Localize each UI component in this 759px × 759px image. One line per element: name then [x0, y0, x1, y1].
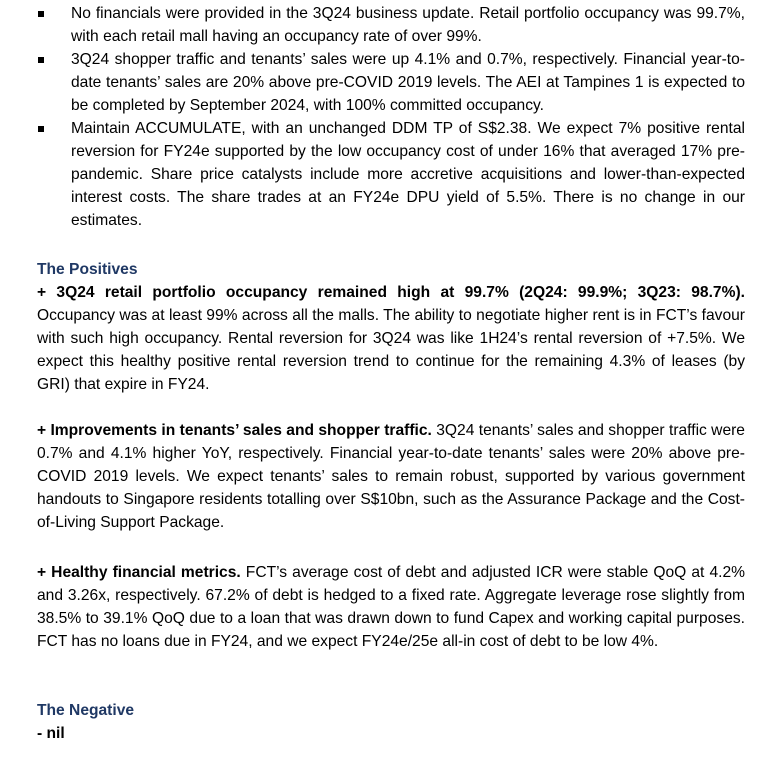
negative-section: [37, 699, 745, 745]
negative-item: - nil: [37, 725, 65, 742]
positives-section-continued-2: [37, 561, 745, 653]
negative-heading: The Negative: [37, 702, 135, 719]
summary-bullet: [0, 48, 759, 117]
summary-bullet: [0, 117, 759, 232]
positive-paragraph: [37, 419, 745, 534]
bullet-text: Maintain ACCUMULATE, with an unchanged DDM TP of S$2.38. We expect 7% positive rental reversion for FY24e supported by the low occupancy cost of under 16% that averaged 17% pre-pandemic. Share price catalysts include more accretive acquisitions and lower-than-expected interest costs. The share trades at an FY24e DPU yield of 5.5%. There is no change in our estimates.: [71, 120, 745, 229]
summary-bullet-list: [0, 2, 759, 232]
paragraph-lead: + Healthy financial metrics.: [37, 564, 241, 581]
paragraph-body: 3Q24 tenants’ sales and shopper traffic were 0.7% and 4.1% higher YoY, respectively. Financial year-to-date tenants’ sales were 20% above pre-COVID 2019 levels. We expect tenants’ sales to remain robust, supported by various government handouts to Singapore residents totalling over S$10bn, such as the Assurance Package and the Cost-of-Living Support Package.: [37, 422, 745, 531]
square-bullet-icon: [38, 126, 44, 132]
bullet-text: 3Q24 shopper traffic and tenants’ sales were up 4.1% and 0.7%, respectively. Financial year-to-date tenants’ sales are 20% above pre-COVID 2019 levels. The AEI at Tampines 1 is expected to be completed by September 2024, with 100% committed occupancy.: [71, 51, 745, 114]
paragraph-body: Occupancy was at least 99% across all the malls. The ability to negotiate higher rent is in FCT’s favour with such high occupancy. Rental reversion for 3Q24 was like 1H24’s rental reversion of +7.5%. We expect this healthy positive rental reversion trend to continue for the remaining 4.3% of leases (by GRI) that expire in FY24.: [37, 307, 745, 393]
positives-section-continued: [37, 419, 745, 534]
paragraph-body: FCT’s average cost of debt and adjusted ICR were stable QoQ at 4.2% and 3.26x, respectively. 67.2% of debt is hedged to a fixed rate. Aggregate leverage rose slightly from 38.5% to 39.1% QoQ due to a loan that was drawn down to fund Capex and working capital purposes. FCT has no loans due in FY24, and we expect FY24e/25e all-in cost of debt to be low 4%.: [37, 564, 745, 650]
positives-heading: The Positives: [37, 261, 138, 278]
bullet-text: No financials were provided in the 3Q24 business update. Retail portfolio occupancy was 99.7%, with each retail mall having an occupancy rate of over 99%.: [71, 5, 745, 45]
paragraph-lead: + Improvements in tenants’ sales and shopper traffic.: [37, 422, 432, 439]
summary-bullet: [0, 2, 759, 48]
square-bullet-icon: [38, 57, 44, 63]
positives-section: [37, 258, 745, 396]
positive-paragraph: [37, 281, 745, 396]
square-bullet-icon: [38, 11, 44, 17]
positive-paragraph: [37, 561, 745, 653]
paragraph-lead: + 3Q24 retail portfolio occupancy remained high at 99.7% (2Q24: 99.9%; 3Q23: 98.7%).: [37, 284, 745, 301]
